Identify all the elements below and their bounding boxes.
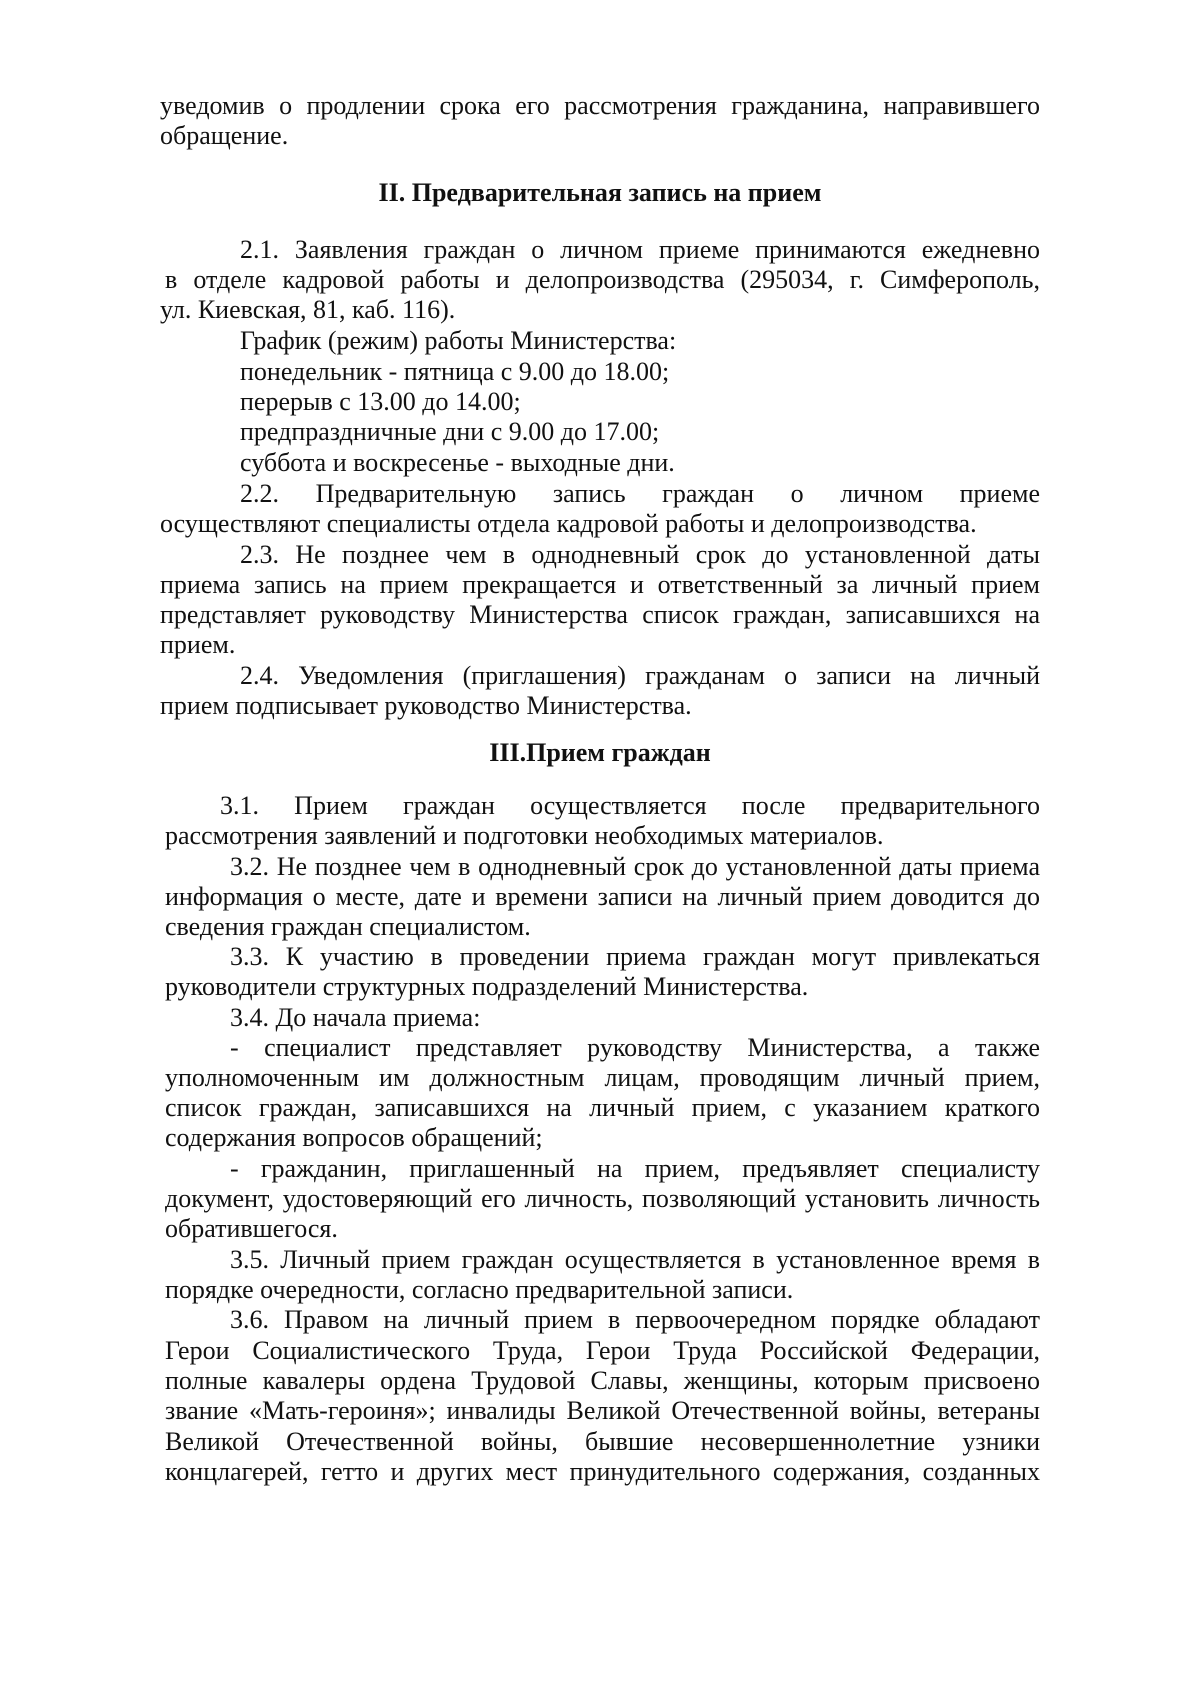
schedule-break: перерыв с 13.00 до 14.00; bbox=[240, 387, 521, 416]
p2-1-line-2: в отделе кадровой работы и делопроизводства (295034, г. Симферополь, bbox=[165, 265, 1040, 294]
p2-4-line-1: 2.4. Уведомления (приглашения) гражданам о записи на личный bbox=[240, 661, 1040, 690]
p3-6-line-5: Великой Отечественной войны, бывшие несовершеннолетние узники bbox=[165, 1427, 1040, 1456]
section-3-heading: III.Прием граждан bbox=[489, 738, 711, 767]
section-2-heading: II. Предварительная запись на прием bbox=[378, 178, 822, 207]
schedule-weekdays: понедельник - пятница с 9.00 до 18.00; bbox=[240, 357, 670, 386]
p3-6-line-6: концлагерей, гетто и других мест принудительного содержания, созданных bbox=[165, 1457, 1040, 1486]
p3-4-line-5: содержания вопросов обращений; bbox=[165, 1123, 543, 1152]
intro-line-1: уведомив о продлении срока его рассмотрения гражданина, направившего bbox=[160, 91, 1040, 120]
p2-2-line-2: осуществляют специалисты отдела кадровой работы и делопроизводства. bbox=[160, 509, 977, 538]
p3-4-line-2: - специалист представляет руководству Министерства, а также bbox=[230, 1033, 1040, 1062]
p3-1-line-1: 3.1. Прием граждан осуществляется после предварительного bbox=[220, 791, 1040, 820]
p3-1-line-2: рассмотрения заявлений и подготовки необходимых материалов. bbox=[165, 821, 884, 850]
p3-4-line-3: уполномоченным им должностным лицам, проводящим личный прием, bbox=[165, 1063, 1040, 1092]
p2-4-line-2: прием подписывает руководство Министерства. bbox=[160, 691, 692, 720]
p3-6-line-4: звание «Мать-героиня»; инвалиды Великой Отечественной войны, ветераны bbox=[165, 1396, 1040, 1425]
schedule-title: График (режим) работы Министерства: bbox=[240, 326, 677, 355]
p2-3-line-1: 2.3. Не позднее чем в однодневный срок до установленной даты bbox=[240, 540, 1040, 569]
p2-2-line-1: 2.2. Предварительную запись граждан о личном приеме bbox=[240, 479, 1040, 508]
p3-2-line-3: сведения граждан специалистом. bbox=[165, 912, 531, 941]
p3-4-line-1: 3.4. До начала приема: bbox=[230, 1003, 481, 1032]
schedule-preholiday: предпраздничные дни с 9.00 до 17.00; bbox=[240, 417, 660, 446]
p2-3-line-2: приема запись на прием прекращается и ответственный за личный прием bbox=[160, 570, 1040, 599]
p3-6-line-1: 3.6. Правом на личный прием в первоочередном порядке обладают bbox=[230, 1305, 1040, 1334]
p3-3-line-2: руководители структурных подразделений Министерства. bbox=[165, 972, 809, 1001]
p3-3-line-1: 3.3. К участию в проведении приема граждан могут привлекаться bbox=[230, 942, 1040, 971]
intro-line-2: обращение. bbox=[160, 121, 289, 150]
p3-4-line-6: - гражданин, приглашенный на прием, предъявляет специалисту bbox=[230, 1154, 1040, 1183]
p2-1-line-1: 2.1. Заявления граждан о личном приеме принимаются ежедневно bbox=[240, 235, 1040, 264]
p2-1-line-3: ул. Киевская, 81, каб. 116). bbox=[160, 295, 456, 324]
p3-6-line-2: Герои Социалистического Труда, Герои Труда Российской Федерации, bbox=[165, 1336, 1040, 1365]
p3-2-line-1: 3.2. Не позднее чем в однодневный срок до установленной даты приема bbox=[230, 852, 1040, 881]
p3-5-line-1: 3.5. Личный прием граждан осуществляется в установленное время в bbox=[230, 1245, 1040, 1274]
schedule-weekend: суббота и воскресенье - выходные дни. bbox=[240, 448, 675, 477]
p2-3-line-3: представляет руководству Министерства список граждан, записавшихся на bbox=[160, 600, 1040, 629]
p3-4-line-7: документ, удостоверяющий его личность, позволяющий установить личность bbox=[165, 1184, 1040, 1213]
p3-4-line-8: обратившегося. bbox=[165, 1214, 338, 1243]
p3-2-line-2: информация о месте, дате и времени записи на личный прием доводится до bbox=[165, 882, 1040, 911]
p3-5-line-2: порядке очередности, согласно предварительной записи. bbox=[165, 1275, 794, 1304]
p2-3-line-4: прием. bbox=[160, 630, 236, 659]
p3-6-line-3: полные кавалеры ордена Трудовой Славы, женщины, которым присвоено bbox=[165, 1366, 1040, 1395]
p3-4-line-4: список граждан, записавшихся на личный прием, с указанием краткого bbox=[165, 1093, 1040, 1122]
